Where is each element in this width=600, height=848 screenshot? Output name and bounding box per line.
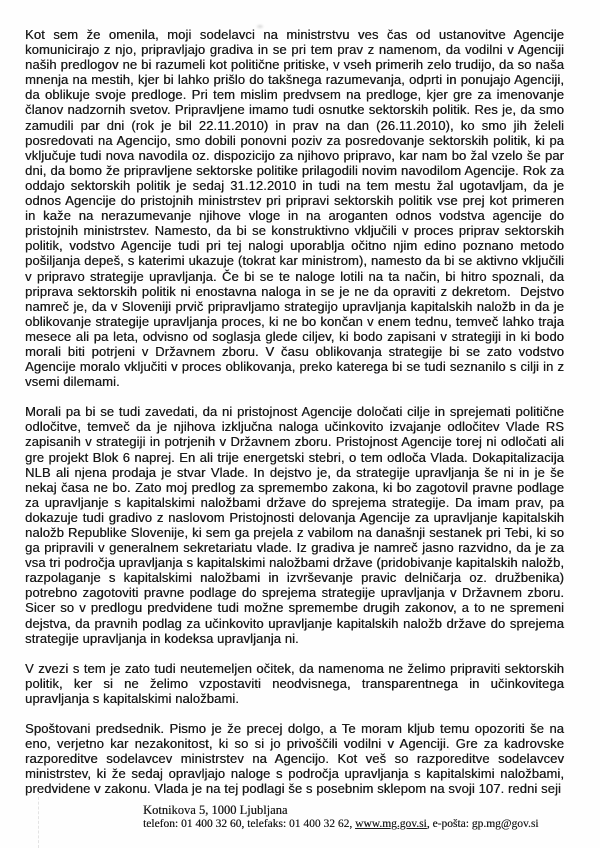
letter-paragraph-1: Kot sem že omenila, moji sodelavci na ministrstvu ves čas od ustanovitve Agencije komunicirajo z njo, pripravljajo gradiva in se pri tem prav z namenom, da vodilni v Agenciji naših predlogov ne bi razumeli kot politične pritiske, v vseh primerih zelo trudijo, da so naša mnenja na mestih, kjer bi lahko prišlo do takšnega razumevanja, odprti in ponujajo Agenciji, da oblikuje svoje predloge. Pri tem mislim predvsem na predloge, kjer gre za imenovanje članov nadzornih svetov. Pripravljene imamo tudi osnutke sektorskih politik. Res je, da smo zamudili par dni (rok je bil 22.11.2010) in prav na dan (26.11.2010), ko smo jih želeli posredovati na Agencijo, smo dobili ponovni poziv za posredovanje sektorskih politik, ki pa vključuje tudi nova navodila oz. dispozicijo za njihovo pripravo, kar nam bo žal vzelo še par dni, da bomo že pripravljene sektorske politike prilagodili novim navodilom Agencije. Rok za oddajo sektorskih politik je sedaj 31.12.2010 in tudi na tem mestu žal ugotavljam, da je odnos Agencije do pristojnih ministrstev pri pripravi sektorskih politik vse prej kot primeren in kaže na nerazumevanje njihove vloge in na aroganten odnos vodstva agencije do pristojnih ministrstev. Namesto, da bi se konstruktivno vključili v proces priprav sektorskih politik, vodstvo Agencije tudi pri tej nalogi uporablja očitno njim edino poznano metodo pošiljanja depeš, s katerimi ukazuje (tokrat kar ministrom), namesto da bi se aktivno vključili v pripravo strategije upravljanja. Če bi se te naloge lotili na ta način, bi hitro spoznali, da priprava sektorskih politik ni enostavna naloga in se je ne da opraviti z dekretom. Dejstvo namreč je, da v Sloveniji prvič pripravljamo strategijo upravljanja kapitalskih naložb in da je oblikovanje strategije upravljanja proces, ki ne bo končan v enem tednu, temveč lahko traja mesece ali pa leta, odvisno od soglasja glede ciljev, ki bodo zapisani v strategiji in ki bodo morali biti potrjeni v Državnem zboru. V času oblikovanja strategije bi se zato vodstvo Agencije moralo vključiti v proces oblikovanja, preko katerega bi se tudi seznanilo s cilji in z vsemi dilemami. [25, 27, 564, 390]
scan-line-artifact [38, 792, 39, 848]
letter-paragraph-4: Spoštovani predsednik. Pismo je že precej dolgo, a Te moram kljub temu opozoriti še na eno, verjetno kar nezakonitost, ki so si jo privoščili vodilni v Agenciji. Gre za kadrovske razporeditve sodelavcev ministrstev na Agencijo. Kot veš so razporeditve sodelavcev ministrstev, ki že sedaj opravljajo naloge s področja upravljanja s kapitalskimi naložbami, predvidene v zakonu. Vlada je na tej podlagi še s posebnim sklepom na svoji 107. redni seji [25, 721, 564, 797]
footer-website-link: www.mg.gov.si [355, 817, 427, 830]
letter-footer [143, 804, 539, 831]
footer-contact-line [143, 818, 539, 831]
footer-address: Kotnikova 5, 1000 Ljubljana [143, 803, 288, 817]
letter-body [25, 27, 564, 812]
footer-email: , e-pošta: gp.mg@gov.si [426, 817, 539, 830]
footer-phone-fax: telefon: 01 400 32 60, telefaks: 01 400 32 62, [143, 817, 356, 830]
letter-paragraph-2: Morali pa bi se tudi zavedati, da ni pristojnost Agencije določati cilje in sprejemati politične odločitve, temveč da je njihova izključna naloga učinkovito izvajanje odločitev Vlade RS zapisanih v strategiji in potrjenih v Državnem zboru. Pristojnost Agencije torej ni odločati ali gre projekt Blok 6 naprej. En ali trije energetski stebri, o tem odloča Vlada. Dokapitalizacija NLB ali njena prodaja je stvar Vlade. In dejstvo je, da strategije upravljanja še ni in je še nekaj časa ne bo. Zato moj predlog za spremembo zakona, ki bo zagotovil pravne podlage za upravljanje s kapitalskimi naložbami države do sprejema strategije. Da imam prav, pa dokazuje tudi gradivo z naslovom Pristojnosti delovanja Agencije za upravljanje kapitalskih naložb Republike Slovenije, ki sem ga prejela z vabilom na današnji sestanek pri Tebi, ki so ga pripravili v generalnem sekretariatu vlade. Iz gradiva je namreč jasno razvidno, da je za vsa tri področja upravljanja s kapitalskimi naložbami države (pridobivanje kapitalskih naložb, razpolaganje s kapitalskimi naložbami in izvrševanje pravic delničarja oz. družbenika) potrebno zagotoviti pravne podlage do sprejema strategije upravljanja v Državnem zboru. Sicer so v predlogu predvidene tudi možne spremembe drugih zakonov, a to ne spremeni dejstva, da pravnih podlag za učinkovito upravljanje kapitalskih naložb države do sprejema strategije upravljanja in kodeksa upravljanja ni. [25, 404, 564, 646]
letter-paragraph-3: V zvezi s tem je zato tudi neutemeljen očitek, da namenoma ne želimo pripraviti sektorskih politik, ker si ne želimo vzpostaviti neodvisnega, transparentnega in učinkovitega upravljanja s kapitalskimi naložbami. [25, 660, 564, 706]
